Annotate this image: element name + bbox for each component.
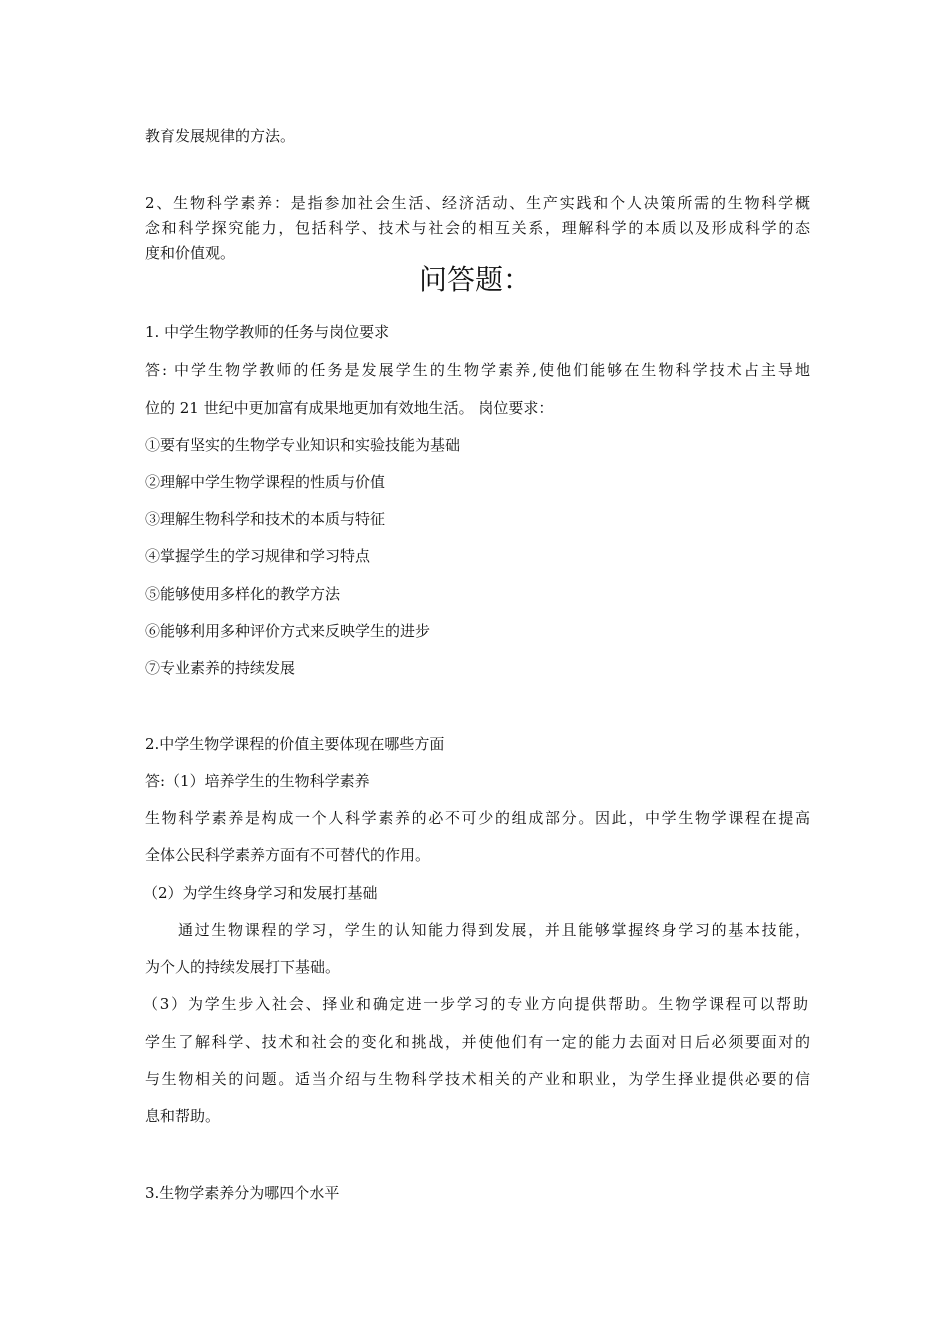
list-item: ④掌握学生的学习规律和学习特点	[145, 547, 371, 565]
answer-line: 生物科学素养是构成一个人科学素养的必不可少的组成部分。因此，中学生物学课程在提高	[145, 809, 810, 827]
list-item: ⑤能够使用多样化的教学方法	[145, 585, 341, 603]
list-item: ⑥能够利用多种评价方式来反映学生的进步	[145, 622, 431, 640]
text-line: 教育发展规律的方法。	[145, 127, 296, 145]
answer-line: 答: 中学生物学教师的任务是发展学生的生物学素养,使他们能够在生物科学技术占主导地	[145, 361, 810, 379]
answer-line: 通过生物课程的学习，学生的认知能力得到发展，并且能够掌握终身学习的基本技能，	[178, 921, 810, 939]
definition-line: 念和科学探究能力，包括科学、技术与社会的相互关系，理解科学的本质以及形成科学的态	[145, 219, 810, 237]
answer-line: 学生了解科学、技术和社会的变化和挑战，并使他们有一定的能力去面对日后必须要面对的	[145, 1033, 810, 1051]
definition-line: 度和价值观。	[145, 244, 236, 262]
list-item: ③理解生物科学和技术的本质与特征	[145, 510, 386, 528]
question-3: 3.生物学素养分为哪四个水平	[145, 1184, 340, 1202]
question-2: 2.中学生物学课程的价值主要体现在哪些方面	[145, 735, 445, 753]
answer-line: 位的 21 世纪中更加富有成果地更加有效地生活。 岗位要求：	[145, 399, 554, 417]
answer-title: 答:（1）培养学生的生物科学素养	[145, 772, 370, 790]
list-item: ①要有坚实的生物学专业知识和实验技能为基础	[145, 436, 461, 454]
answer-line: 全体公民科学素养方面有不可替代的作用。	[145, 846, 431, 864]
answer-line: 与生物相关的问题。适当介绍与生物科学技术相关的产业和职业，为学生择业提供必要的信	[145, 1070, 810, 1088]
answer-line: 为个人的持续发展打下基础。	[145, 958, 341, 976]
answer-title: （2）为学生终身学习和发展打基础	[143, 884, 378, 902]
question-1: 1. 中学生物学教师的任务与岗位要求	[145, 323, 390, 341]
definition-line: 2、生物科学素养：是指参加社会生活、经济活动、生产实践和个人决策所需的生物科学概	[145, 194, 810, 212]
list-item: ②理解中学生物学课程的性质与价值	[145, 473, 386, 491]
section-title: 问答题：	[418, 263, 531, 296]
answer-line: 息和帮助。	[145, 1107, 221, 1125]
answer-line: （3）为学生步入社会、择业和确定进一步学习的专业方向提供帮助。生物学课程可以帮助	[143, 995, 808, 1013]
list-item: ⑦专业素养的持续发展	[145, 659, 296, 677]
